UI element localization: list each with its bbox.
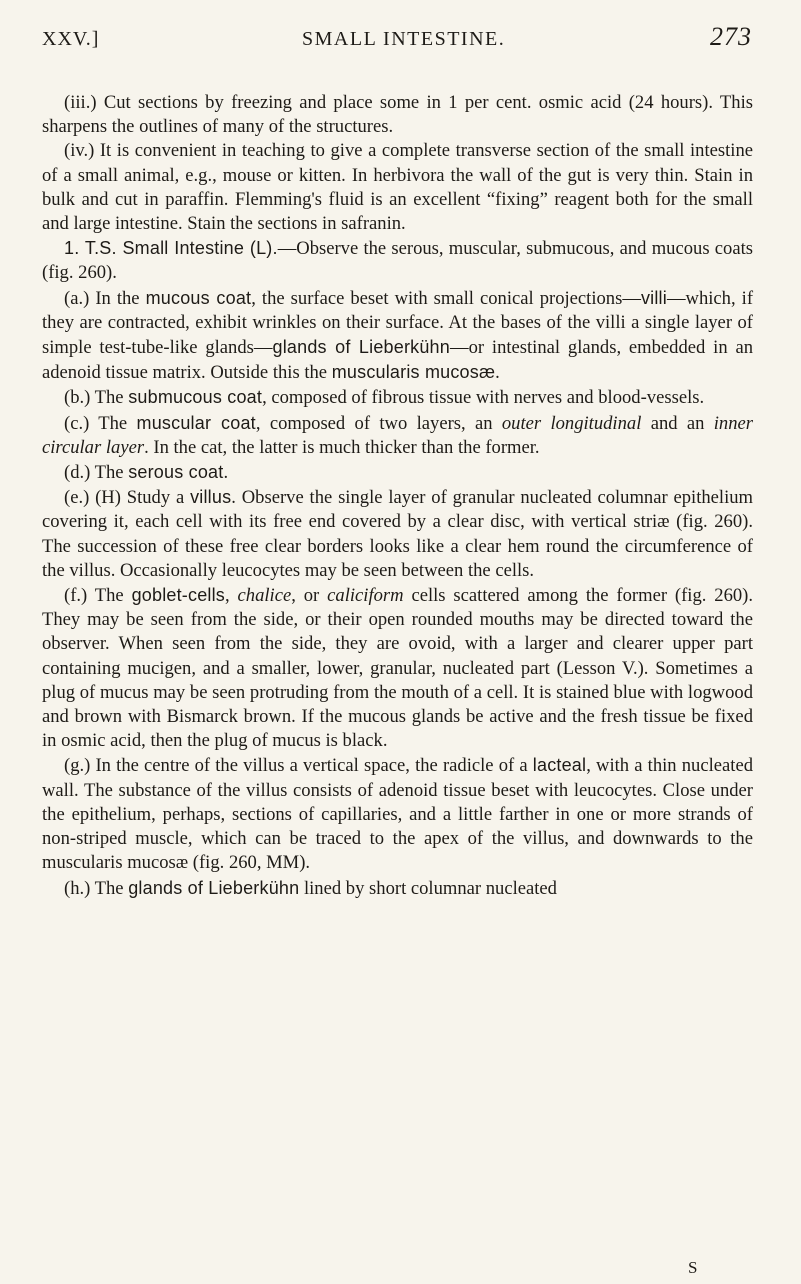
chapter-number: XXV.] — [42, 28, 100, 50]
paragraph-e-villus: (e.) (H) Study a villus. Observe the single layer of granular nucleated columnar epithelium covering it, each cell with its free end covered by a clear disc, with vertical striæ (fig. 260). The succession of these free clear borders looks like a clear hem round the circumference of the villus. Occasionally leucocytes may be seen between the cells. — [42, 487, 754, 581]
signature-mark: S — [688, 1258, 698, 1277]
paragraph-b-submucous-coat: (b.) The submucous coat, composed of fibrous tissue with nerves and blood-vessels. — [64, 387, 705, 409]
paragraph-iv: (iv.) It is convenient in teaching to give a complete transverse section of the small intestine of a small animal, e.g., mouse or kitten. In herbivora the wall of the gut is very thin. Stain in bulk and cut in paraffin. Flemming's fluid is an excellent “fixing” reagent both for the small and large intestine. Stain the sections in safranin. — [42, 140, 753, 235]
section-title: 1. T.S. Small Intestine (L). — [64, 238, 278, 259]
paragraph-h-glands: (h.) The glands of Lieberkühn lined by short columnar nucleated — [64, 877, 557, 899]
term-glands-of-lieberkuhn-2: glands of Lieberkühn — [128, 877, 300, 898]
page-number: 273 — [710, 22, 752, 51]
term-chalice: chalice — [237, 585, 292, 607]
paragraph-d-serous-coat: (d.) The serous coat. — [64, 462, 229, 484]
term-mucous-coat: mucous coat — [145, 287, 252, 308]
page-body — [42, 91, 753, 901]
term-muscular-coat: muscular coat — [136, 412, 256, 433]
paragraph-g-lacteal: (g.) In the centre of the villus a vertical space, the radicle of a lacteal, with a thin nucleated wall. The substance of the villus consists of adenoid tissue beset with leucocytes. Close under the epithelium, perhaps, sections of capillaries, and a little farther in one or more strands of non-striped muscle, which can be traced to the apex of the villus, and downwards to the muscularis mucosæ (fig. 260, MM). — [42, 755, 753, 874]
term-serous-coat: serous coat — [128, 462, 224, 483]
term-lacteal: lacteal — [532, 755, 587, 776]
paragraph-iii: (iii.) Cut sections by freezing and place some in 1 per cent. osmic acid (24 hours). This sharpens the outlines of many of the structures. — [42, 92, 753, 138]
term-submucous-coat: submucous coat — [128, 387, 263, 408]
term-goblet-cells: goblet-cells — [131, 585, 226, 606]
paragraph-c-muscular-coat: (c.) The muscular coat, composed of two layers, an outer longitudinal and an inner circular layer. In the cat, the latter is much thicker than the former. — [42, 412, 754, 458]
running-header — [42, 22, 752, 54]
term-caliciform: caliciform — [327, 585, 404, 607]
term-villus: villus — [190, 487, 232, 508]
term-muscularis-mucosae: muscularis mucosæ — [331, 362, 496, 383]
term-outer-longitudinal: outer longitudinal — [501, 412, 642, 434]
paragraph-f-goblet-cells: (f.) The goblet-cells, chalice, or caliciform cells scattered among the former (fig. 260). They may be seen from the side, or their open rounded mouths may be directed toward the observer. When seen from the side, they are ovoid, with a larger and clearer upper part containing mucigen, and a smaller, lower, granular, nucleated part (Lesson V.). Sometimes a plug of mucus may be seen protruding from the mouth of a cell. It is stained blue with logwood and brown with Bismarck brown. If the mucous glands be active and the fresh tissue be fixed in osmic acid, then the plug of mucus is black. — [42, 585, 754, 752]
term-villi: villi — [640, 287, 667, 308]
section-heading-small-intestine: 1. T.S. Small Intestine (L).—Observe the serous, muscular, submucous, and mucous coats (fig. 260). — [42, 238, 753, 284]
term-glands-of-lieberkuhn: glands of Lieberkühn — [272, 337, 450, 358]
paragraph-a-mucous-coat: (a.) In the mucous coat, the surface beset with small conical projections—villi—which, if they are contracted, exhibit wrinkles on their surface. At the bases of the villi a single layer of simple test-tube-like glands—glands of Lieberkühn—or intestinal glands, embedded in an adenoid tissue matrix. Outside this the muscularis mucosæ. — [42, 287, 754, 384]
running-title: SMALL INTESTINE. — [302, 28, 506, 50]
term-inner-circular-layer: inner circular layer — [42, 412, 754, 458]
